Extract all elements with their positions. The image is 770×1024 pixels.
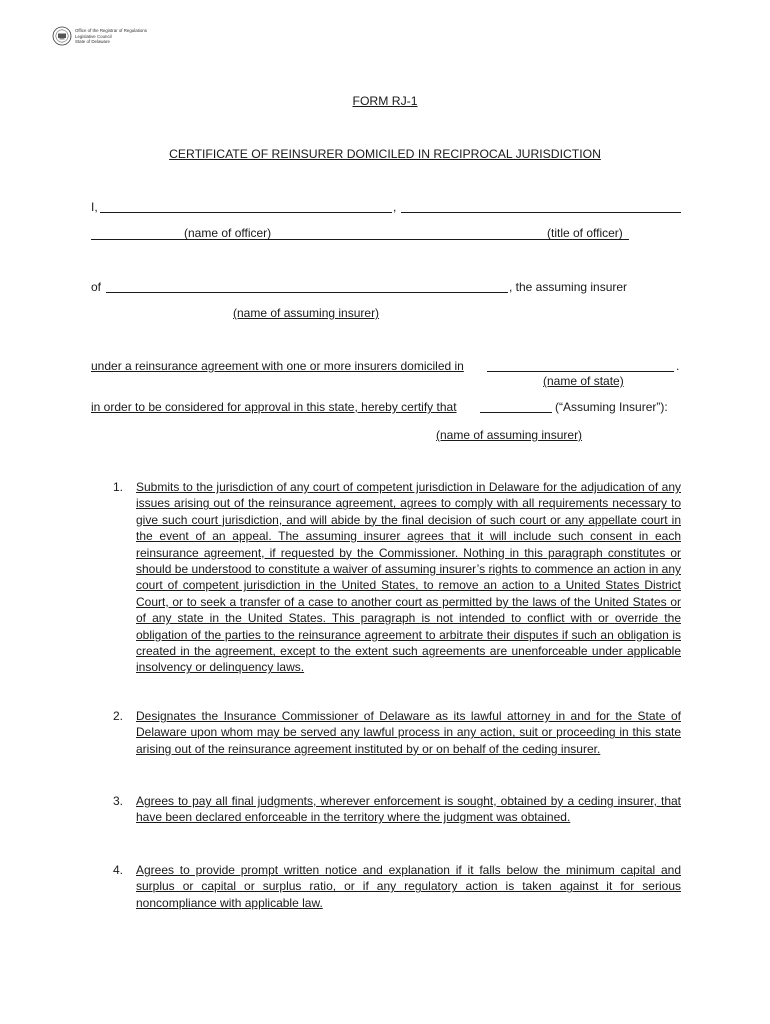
item-text: Submits to the jurisdiction of any court of competent jurisdiction in Delaware for the adjudication of any issues arising out of the reinsurance agreement, agrees to comply with all requirements necessary to give such court jurisdiction, and will abide by the final decision of such court or any appellate court in the event of an appeal. The assuming insurer agrees that it will include such consent in each reinsurance agreement, if requested by the Commissioner. Nothing in this paragraph constitutes or should be understood to constitute a waiver of assuming insurer’s rights to commence an action in any court of competent jurisdiction in the United States, to remove an action to a United States District Court, or to seek a transfer of a case to another court as permitted by the laws of the United States or of any state in the United States. This paragraph is not intended to conflict with or override the obligation of the parties to the reinsurance agreement to arbitrate their disputes if such an obligation is created in the agreement, except to the extent such agreements are unenforceable under applicable insolvency or delinquency laws.: [136, 480, 681, 675]
header-office-text: [75, 28, 147, 45]
comma-separator: ,: [393, 200, 397, 214]
period-mark: .: [676, 359, 680, 373]
i-label: I,: [91, 200, 98, 214]
name-of-assuming-insurer-label-2: (name of assuming insurer): [436, 428, 583, 442]
state-line[interactable]: [487, 371, 674, 372]
item-text: Designates the Insurance Commissioner of Delaware as its lawful attorney in and for the State of Delaware upon whom may be served any lawful process in any action, suit or proceeding in this state arising out of the reinsurance agreement instituted by or on behalf of the ceding insurer.: [136, 709, 681, 756]
list-item: [93, 479, 681, 676]
name-of-state-label: (name of state): [543, 374, 624, 388]
item-number: 1.: [113, 480, 124, 494]
header-line: Office of the Registrar of Regulations: [75, 28, 147, 33]
header-line: State of Delaware: [75, 39, 110, 45]
assuming-insurer-suffix: , the assuming insurer: [509, 280, 628, 294]
assuming-insurer-line[interactable]: [106, 292, 508, 293]
item-text: Agrees to pay all final judgments, wherever enforcement is sought, obtained by a ceding insurer, that have been declared enforceable in the territory where the judgment was obtained.: [136, 794, 681, 825]
header-line: Legislative Council: [75, 33, 112, 39]
in-order-text: in order to be considered for approval in this state, hereby certify that: [91, 400, 457, 414]
delaware-seal-icon: [52, 26, 72, 46]
list-item: [93, 862, 681, 911]
list-item: [93, 793, 681, 826]
form-subtitle: CERTIFICATE OF REINSURER DOMICILED IN RECIPROCAL JURISDICTION: [169, 147, 601, 161]
item-number: 2.: [113, 709, 124, 723]
list-item: [93, 708, 681, 757]
form-title: FORM RJ-1: [352, 94, 418, 108]
name-of-assuming-insurer-label: (name of assuming insurer): [233, 306, 380, 320]
reinsurance-agreement-text: under a reinsurance agreement with one or more insurers domiciled in: [91, 359, 464, 373]
certifying-insurer-line[interactable]: [480, 412, 552, 413]
item-text: Agrees to provide prompt written notice and explanation if it falls below the minimum capital and surplus or capital or surplus ratio, or if any regulatory action is taken against it for serious noncompliance with applicable law.: [136, 863, 681, 910]
name-of-officer-label: (name of officer): [184, 226, 272, 240]
of-label: of: [91, 280, 102, 294]
item-number: 4.: [113, 863, 124, 877]
officer-title-line[interactable]: [401, 212, 681, 213]
item-number: 3.: [113, 794, 124, 808]
assuming-insurer-quote: (“Assuming Insurer”):: [555, 400, 668, 414]
title-of-officer-label: (title of officer): [547, 226, 623, 240]
officer-name-line[interactable]: [100, 212, 392, 213]
